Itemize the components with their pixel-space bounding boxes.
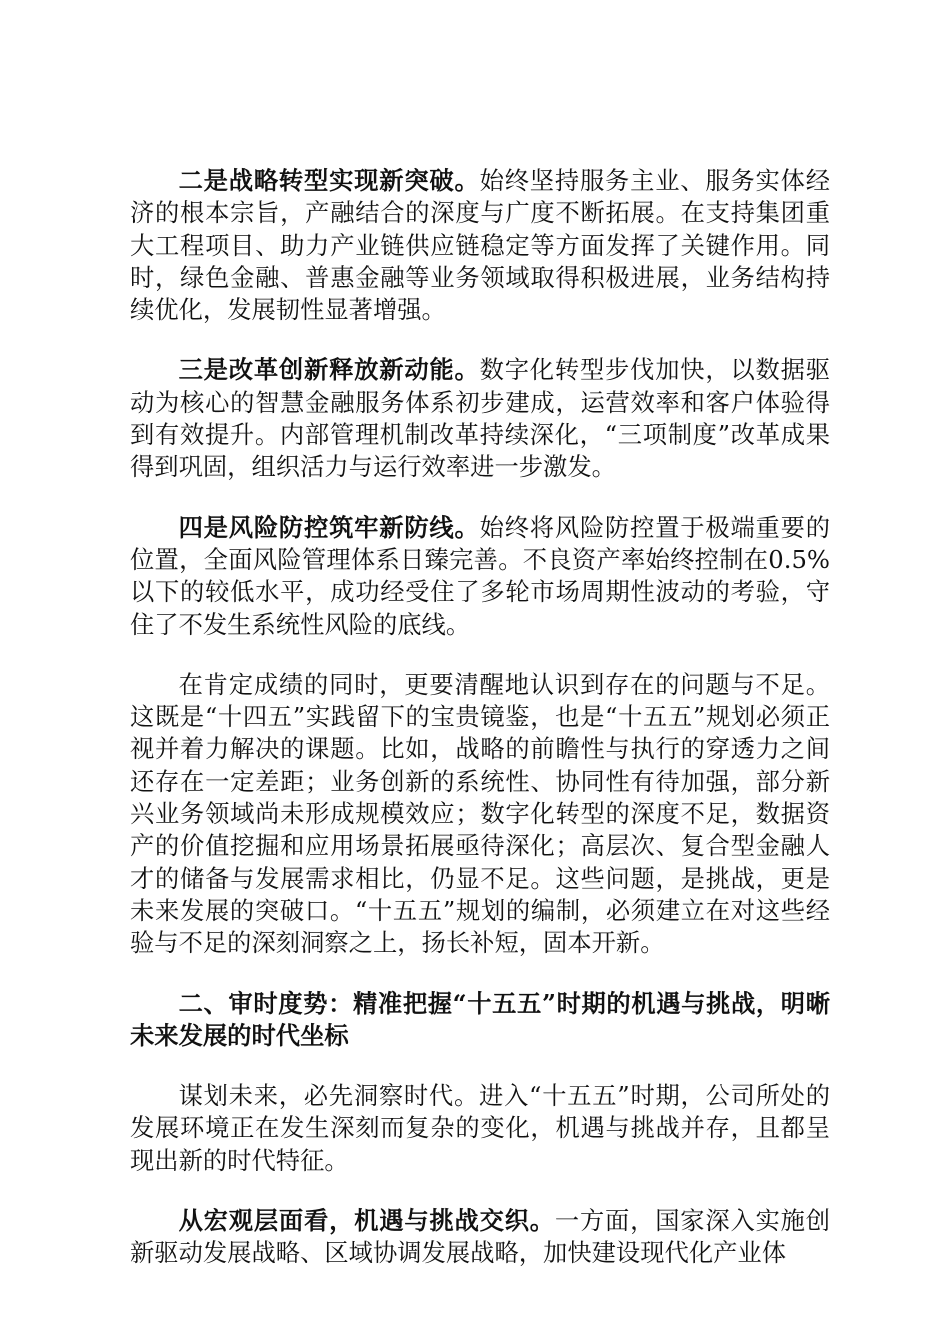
paragraph-body: 数字化转型步伐加快，以数据驱动为核心的智慧金融服务体系初步建成，运营效率和客户体验得到有效提升。内部管理机制改革持续深化，“三项制度”改革成果得到巩固，组织活力与运行效率进一步激发。: [130, 355, 831, 482]
paragraph-strategic-transformation: [130, 165, 830, 326]
paragraph-problems: [130, 669, 830, 960]
paragraph-lead: 四是风险防控筑牢新防线。: [178, 512, 480, 542]
paragraph-lead: 从宏观层面看，机遇与挑战交织。: [178, 1206, 555, 1236]
paragraph-lead: 三是改革创新释放新动能。: [178, 355, 480, 385]
paragraph-body: 在肯定成绩的同时，更要清醒地认识到存在的问题与不足。这既是“十四五”实践留下的宝贵镜鉴，也是“十五五”规划必须正视并着力解决的课题。比如，战略的前瞻性与执行的穿透力之间还存在一定差距；业务创新的系统性、协同性有待加强，部分新兴业务领域尚未形成规模效应；数字化转型的深度不足，数据资产的价值挖掘和应用场景拓展亟待深化；高层次、复合型金融人才的储备与发展需求相比，仍显不足。这些问题，是挑战，更是未来发展的突破口。“十五五”规划的编制，必须建立在对这些经验与不足的深刻洞察之上，扬长补短，固本开新。: [130, 669, 830, 958]
section-heading: 二、审时度势：精准把握“十五五”时期的机遇与挑战，明晰未来发展的时代坐标: [130, 988, 830, 1050]
paragraph-lead: 二是战略转型实现新突破。: [178, 166, 480, 195]
paragraph-risk-control: [130, 512, 830, 641]
paragraph-body: 一方面，国家深入实施创新驱动发展战略、区域协调发展战略，加快建设现代化产业体: [130, 1206, 830, 1268]
paragraph-era-insight: [130, 1080, 830, 1177]
paragraph-reform-innovation: [130, 354, 830, 483]
paragraph-body: 谋划未来，必先洞察时代。进入“十五五”时期，公司所处的发展环境正在发生深刻而复杂的变化，机遇与挑战并存，且都呈现出新的时代特征。: [130, 1081, 830, 1175]
paragraph-macro-view: [130, 1205, 830, 1270]
paragraph-body: 始终坚持服务主业、服务实体经济的根本宗旨，产融结合的深度与广度不断拓展。在支持集团重大工程项目、助力产业链供应链稳定等方面发挥了关键作用。同时，绿色金融、普惠金融等业务领域取得积极进展，业务结构持续优化，发展韧性显著增强。: [130, 166, 831, 325]
document-page: [130, 165, 830, 1298]
paragraph-body: 始终将风险防控置于极端重要的位置，全面风险管理体系日臻完善。不良资产率始终控制在0.5%以下的较低水平，成功经受住了多轮市场周期性波动的考验，守住了不发生系统性风险的底线。: [130, 512, 831, 639]
